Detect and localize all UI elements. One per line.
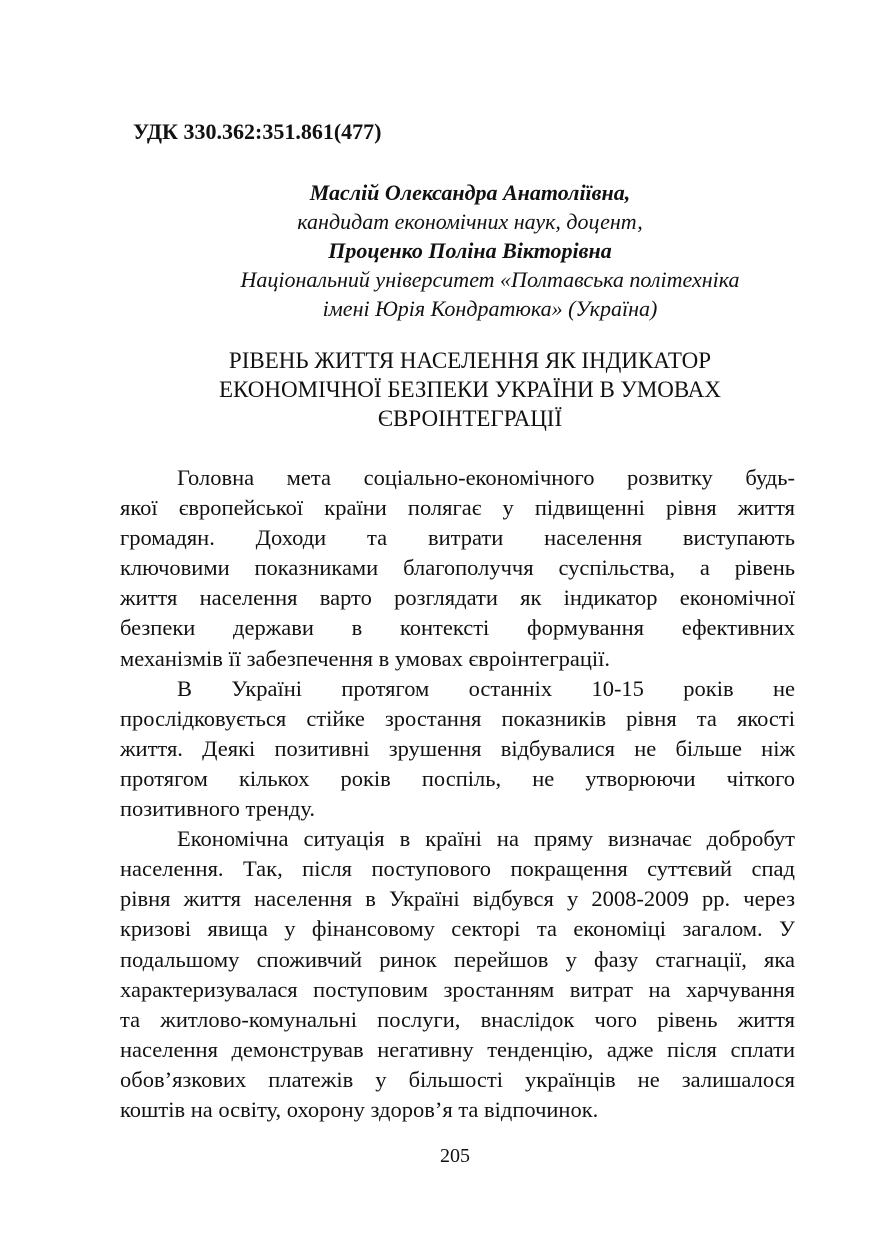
paragraph-line: механізмів її забезпечення в умовах євроінтеграції. bbox=[120, 645, 611, 671]
affiliation-line2: імені Юрія Кондратюка» (Україна) bbox=[322, 296, 658, 321]
paragraph-line: подальшому споживчий ринок перейшов у фазу стагнації, яка bbox=[120, 946, 795, 972]
udc-code: УДК 330.362:351.861(477) bbox=[133, 119, 382, 144]
paragraph-line: життя. Деякі позитивні зрушення відбувалися не більше ніж bbox=[120, 735, 795, 761]
paragraph-line: безпеки держави в контексті формування ефективних bbox=[120, 615, 795, 641]
author2-name: Проценко Поліна Вікторівна bbox=[328, 238, 612, 263]
title-line: ЄВРОІНТЕГРАЦІЇ bbox=[377, 406, 563, 431]
affiliation-line1: Національний університет «Полтавська політехніка bbox=[240, 267, 740, 292]
paragraph-line: кризові явища у фінансовому секторі та економіці загалом. У bbox=[120, 916, 795, 942]
paragraph-line: протягом кількох років поспіль, не утворюючи чіткого bbox=[120, 765, 795, 791]
paragraph-line: населення. Так, після поступового покращення суттєвий спад bbox=[120, 856, 795, 882]
paragraph-line: життя населення варто розглядати як індикатор економічної bbox=[120, 585, 795, 611]
paragraph-line: позитивного тренду. bbox=[120, 796, 316, 822]
paragraph-line: Головна мета соціально-економічного розвитку будь- bbox=[177, 465, 795, 490]
paragraph-line: рівня життя населення в Україні відбувся у 2008-2009 рр. через bbox=[120, 886, 795, 912]
author1-degree: кандидат економічних наук, доцент, bbox=[297, 209, 643, 234]
paragraph-line: та житлово-комунальні послуги, внаслідок чого рівень життя bbox=[120, 1006, 795, 1032]
paragraph-line: прослідковується стійке зростання показників рівня та якості bbox=[120, 705, 795, 731]
title-line: РІВЕНЬ ЖИТТЯ НАСЕЛЕННЯ ЯК ІНДИКАТОР bbox=[228, 348, 712, 373]
paragraph bbox=[120, 463, 795, 674]
paragraph bbox=[120, 674, 795, 824]
paragraph-line: В Україні протягом останніх 10-15 років не bbox=[177, 675, 795, 701]
title-line: ЕКОНОМІЧНОЇ БЕЗПЕКИ УКРАЇНИ В УМОВАХ bbox=[218, 377, 721, 402]
author1-name: Маслій Олександра Анатоліївна, bbox=[309, 180, 631, 205]
paragraph-line: характеризувалася поступовим зростанням витрат на харчування bbox=[120, 976, 795, 1002]
paragraph-line: Економічна ситуація в країні на пряму визначає добробут bbox=[177, 826, 795, 852]
paragraph-line: ключовими показниками благополуччя суспільства, а рівень bbox=[120, 555, 795, 581]
paragraph-line: громадян. Доходи та витрати населення виступають bbox=[120, 525, 795, 551]
paragraph-line: коштів на освіту, охорону здоров’я та відпочинок. bbox=[120, 1096, 599, 1122]
page-number: 205 bbox=[440, 1145, 470, 1167]
paragraph bbox=[120, 824, 795, 1125]
paragraph-line: якої європейської країни полягає у підвищенні рівня життя bbox=[120, 495, 795, 521]
paragraph-line: обов’язкових платежів у більшості українців не залишалося bbox=[120, 1066, 795, 1092]
paragraph-line: населення демонстрував негативну тенденцію, адже після сплати bbox=[120, 1036, 795, 1062]
article-body bbox=[120, 463, 795, 1125]
article-title bbox=[120, 346, 820, 433]
